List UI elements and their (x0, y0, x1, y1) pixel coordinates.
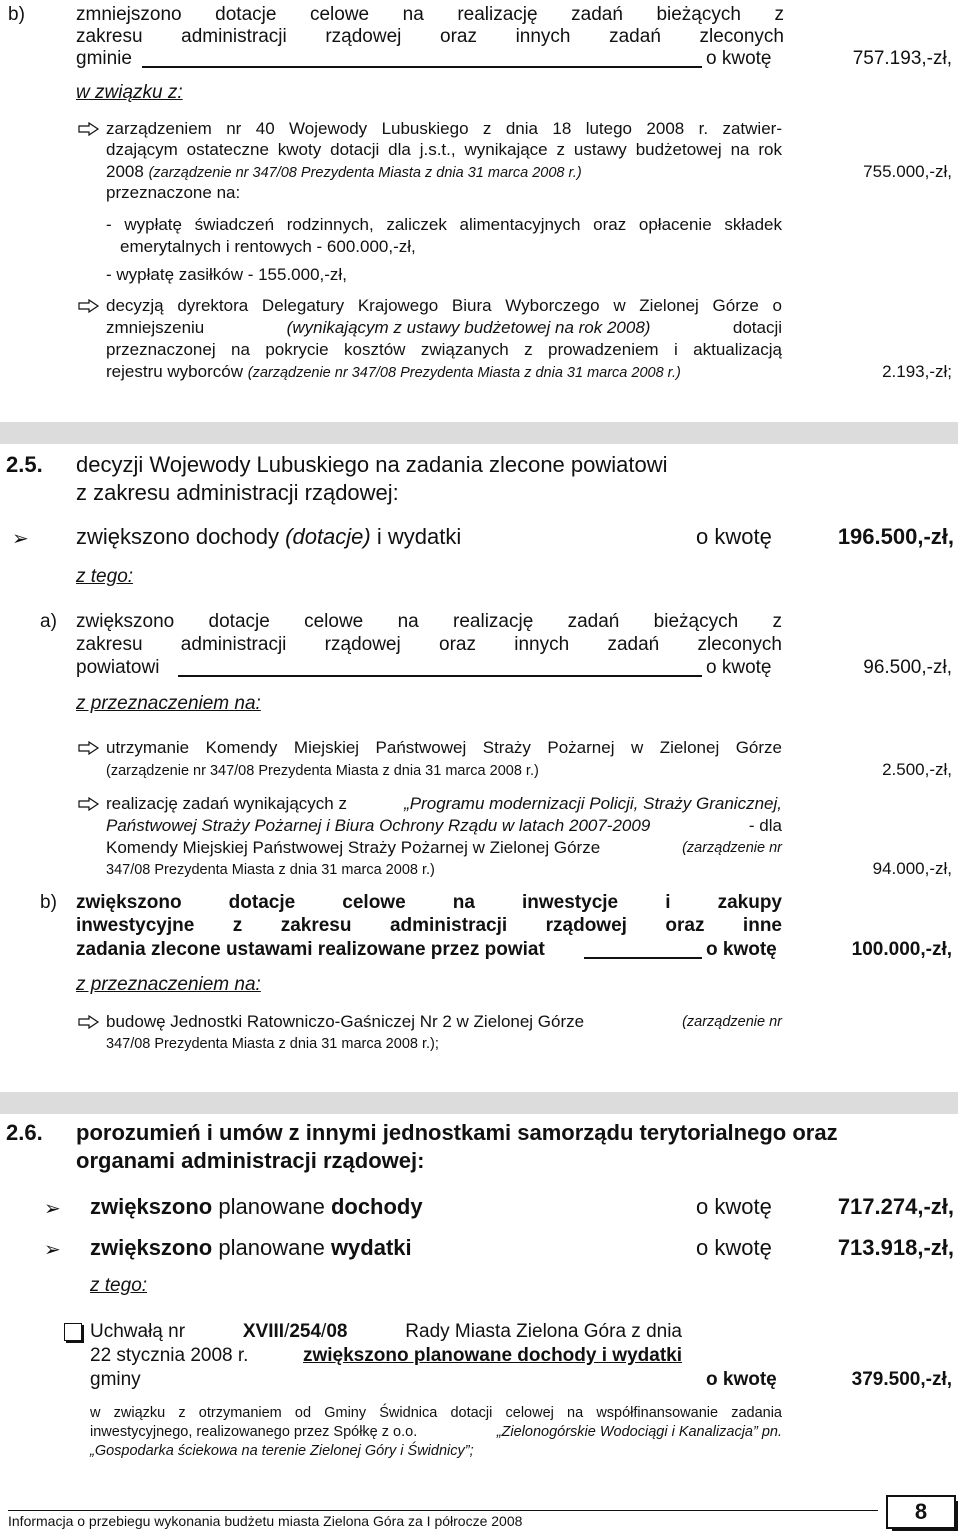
sec25-a2-line2: Państwowej Straży Pożarnej i Biura Ochrony Rządu w latach 2007-2009 - dla (106, 816, 782, 835)
item2-line4: rejestru wyborców (zarządzenie nr 347/08 Prezydenta Miasta z dnia 31 marca 2008 r.) (106, 362, 681, 381)
sec25-b-okwote: o kwotę (706, 939, 777, 960)
section-divider-bar (0, 422, 958, 444)
item1-line4: przeznaczone na: (106, 183, 241, 202)
sec25-a1-line2: (zarządzenie nr 347/08 Prezydenta Miasta z dnia 31 marca 2008 r.) (106, 763, 539, 779)
sec25-b-przeznaczenie: z przeznaczeniem na: (76, 974, 261, 995)
page-number-box (886, 1495, 956, 1529)
page-number: 8 (888, 1497, 954, 1527)
section-b-amount: 757.193,-zł, (852, 48, 952, 69)
w-zwiazku-label: w związku z: (76, 82, 183, 103)
sec26-bullet2-okwote: o kwotę (696, 1235, 772, 1260)
sec25-a-marker: a) (40, 611, 57, 632)
sec25-a1-amount: 2.500,-zł, (882, 760, 952, 779)
sec25-b-line2: inwestycyjne z zakresu administracji rządowej oraz inne (76, 915, 782, 936)
item1-line2: dzającym ostateczne kwoty dotacji dla j.s.t., wynikające z ustawy budżetowej na rok (106, 140, 782, 159)
section-b-line1: zmniejszono dotacje celowe na realizację zadań bieżących z (76, 4, 784, 25)
fill-line (142, 50, 702, 68)
sec25-b-amount: 100.000,-zł, (851, 939, 952, 960)
sec26-bullet2: zwiększono planowane wydatki (90, 1235, 412, 1260)
sec25-amount: 196.500,-zł, (837, 524, 954, 549)
item1-amount: 755.000,-zł, (863, 162, 952, 181)
sec26-title-line1: porozumień i umów z innymi jednostkami samorządu terytorialnego oraz (76, 1120, 838, 1145)
fill-line (178, 659, 702, 677)
sec26-ztego: z tego: (90, 1275, 148, 1296)
sec25-bullet: zwiększono dochody (dotacje) i wydatki (76, 524, 462, 549)
sec25-b-line3: zadania zlecone ustawami realizowane przez powiat (76, 939, 545, 960)
sec25-a-line3: powiatowi (76, 657, 160, 678)
sec25-okwote: o kwotę (696, 524, 772, 549)
item1-sub1b: emerytalnych i rentowych - 600.000,-zł, (120, 237, 416, 256)
item2-line3: przeznaczonej na pokrycie kosztów związanych z prowadzeniem i aktualizacją (106, 340, 782, 359)
sec26-note-line2: inwestycyjnego, realizowanego przez Spółkę z o.o. „Zielonogórskie Wodociągi i Kanalizacja” pn. (90, 1424, 782, 1440)
item1-sub1a: - wypłatę świadczeń rodzinnych, zaliczek alimentacyjnych oraz opłacenie składek (106, 215, 782, 234)
arrow-bullet-icon (78, 741, 100, 755)
sec25-b1-line1: budowę Jednostki Ratowniczo-Gaśniczej Nr 2 w Zielonej Górze (zarządzenie nr (106, 1012, 782, 1031)
sec25-a-okwote: o kwotę (706, 657, 772, 678)
sec25-title-line2: z zakresu administracji rządowej: (76, 480, 399, 505)
sec25-b-marker: b) (40, 892, 57, 913)
arrowhead-bullet-icon: ➢ (44, 1239, 61, 1261)
item1-line3: 2008 (zarządzenie nr 347/08 Prezydenta Miasta z dnia 31 marca 2008 r.) (106, 162, 582, 181)
arrowhead-bullet-icon: ➢ (44, 1198, 61, 1220)
fill-line (584, 941, 702, 959)
sec26-note-line1: w związku z otrzymaniem od Gminy Świdnica dotacji celowej na współfinansowanie zadania (90, 1405, 782, 1421)
sec26-bullet1: zwiększono planowane dochody (90, 1194, 423, 1219)
sec26-bullet2-amount: 713.918,-zł, (837, 1235, 954, 1260)
sec25-a-line2: zakresu administracji rządowej oraz innych zadań zleconych (76, 634, 782, 655)
section-b-line2: zakresu administracji rządowej oraz innych zadań zleconych (76, 26, 784, 47)
sec26-uchwala-amount: 379.500,-zł, (851, 1369, 952, 1390)
sec26-uchwala-line1: Uchwałą nr XVIII/254/08 Rady Miasta Zielona Góra z dnia (90, 1321, 682, 1342)
sec25-number: 2.5. (6, 452, 43, 477)
sec25-a2-line1: realizację zadań wynikających z „Programu modernizacji Policji, Straży Granicznej, (106, 794, 782, 813)
sec26-uchwala-okwote: o kwotę (706, 1369, 777, 1390)
footer-rule (8, 1510, 878, 1511)
sec25-a-przeznaczenie: z przeznaczeniem na: (76, 693, 261, 714)
section-divider-bar (0, 1092, 958, 1114)
checkbox-square-icon (64, 1323, 82, 1341)
item2-line2: zmniejszeniu (wynikającym z ustawy budżetowej na rok 2008) dotacji (106, 318, 782, 337)
sec26-bullet1-amount: 717.274,-zł, (837, 1194, 954, 1219)
sec25-a2-line4: 347/08 Prezydenta Miasta z dnia 31 marca 2008 r.) (106, 862, 435, 878)
arrowhead-bullet-icon: ➢ (12, 528, 29, 550)
sec25-title-line1: decyzji Wojewody Lubuskiego na zadania zlecone powiatowi (76, 452, 668, 477)
sec26-note-line3: „Gospodarka ściekowa na terenie Zielonej Góry i Świdnicy”; (90, 1443, 474, 1459)
section-b-marker: b) (8, 4, 25, 25)
item1-line1: zarządzeniem nr 40 Wojewody Lubuskiego z dnia 18 lutego 2008 r. zatwier- (106, 119, 782, 138)
sec25-a1-line1: utrzymanie Komendy Miejskiej Państwowej Straży Pożarnej w Zielonej Górze (106, 738, 782, 757)
sec25-a2-line3: Komendy Miejskiej Państwowej Straży Pożarnej w Zielonej Górze (zarządzenie nr (106, 838, 782, 857)
sec26-bullet1-okwote: o kwotę (696, 1194, 772, 1219)
item1-sub2: - wypłatę zasiłków - 155.000,-zł, (106, 265, 347, 284)
section-b-line3: gminie (76, 48, 132, 69)
sec25-ztego: z tego: (76, 566, 134, 587)
arrow-bullet-icon (78, 299, 100, 313)
sec26-uchwala-line3: gminy (90, 1369, 141, 1390)
arrow-bullet-icon (78, 122, 100, 136)
sec26-title-line2: organami administracji rządowej: (76, 1148, 425, 1173)
sec25-a-line1: zwiększono dotacje celowe na realizację zadań bieżących z (76, 611, 782, 632)
sec25-a-amount: 96.500,-zł, (863, 657, 952, 678)
footer-text: Informacja o przebiegu wykonania budżetu miasta Zielona Góra za I półrocze 2008 (8, 1513, 523, 1529)
sec25-b-line1: zwiększono dotacje celowe na inwestycje i zakupy (76, 892, 782, 913)
sec26-uchwala-line2: 22 stycznia 2008 r. zwiększono planowane dochody i wydatki (90, 1345, 682, 1366)
sec26-number: 2.6. (6, 1120, 43, 1145)
arrow-bullet-icon (78, 1015, 100, 1029)
section-b-okwote: o kwotę (706, 48, 772, 69)
arrow-bullet-icon (78, 797, 100, 811)
item2-line1: decyzją dyrektora Delegatury Krajowego Biura Wyborczego w Zielonej Górze o (106, 296, 782, 315)
sec25-b1-line2: 347/08 Prezydenta Miasta z dnia 31 marca 2008 r.); (106, 1036, 439, 1052)
item2-amount: 2.193,-zł; (882, 362, 952, 381)
sec25-a2-amount: 94.000,-zł, (872, 859, 952, 878)
